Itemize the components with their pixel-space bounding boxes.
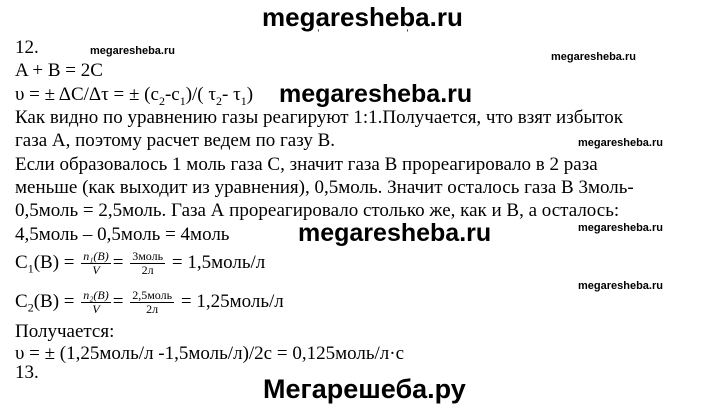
rate-formula: υ = ± ΔC/Δτ = ± $(c_2-c_1)/$( $\tau_2-$ $\tau_1$): [15, 84, 254, 108]
paragraph-2-line-2: меньше (как выходит из уравнения), 0,5моль. Значит осталось газа В 3моль-: [15, 177, 634, 198]
result-intro: Получается:: [15, 321, 115, 342]
watermark-small: megaresheba.ru: [578, 222, 663, 234]
paragraph-2-line-1: Если образовалось 1 моль газа С, значит газа В прореагировало в 2 раза: [15, 154, 598, 175]
paragraph-1-line-1: Как видно по уравнению газы реагируют 1:1.Получается, что взят избыток: [15, 107, 623, 128]
paragraph-2-line-4: 4,5моль – 0,5моль = 4моль: [15, 224, 230, 245]
footer-site-title: Мегарешеба.ру: [263, 374, 466, 404]
concentration-c1-formula: $C_1(B)$ = $\frac{\text{n₁(B)}}{V}$ = $\frac{\text{3моль}}{2л}$ = 1,5моль/л: [15, 249, 266, 277]
final-rate-formula: υ = ± (1,25моль/л -1,5моль/л)/2с = 0,125моль/л·с: [15, 343, 405, 364]
paragraph-1-line-2: газа А, поэтому расчет ведем по газу В.: [15, 130, 336, 151]
next-problem-number: 13.: [15, 362, 39, 383]
watermark-small: megaresheba.ru: [90, 45, 175, 57]
fraction: $\frac{\text{n₂(B)}}{V}$: [83, 288, 109, 316]
fraction: $\frac{\text{2,5моль}}{2л}$: [132, 288, 173, 316]
fraction: $\frac{\text{3моль}}{2л}$: [132, 249, 164, 277]
problem-number: 12.: [15, 37, 39, 58]
watermark-big: megaresheba.ru: [279, 80, 473, 108]
paragraph-2-line-3: 0,5моль = 2,5моль. Газа А прореагировало столько же, как и В, а осталось:: [15, 200, 620, 221]
concentration-c2-formula: $C_2(B)$ = $\frac{\text{n₂(B)}}{V}$ = $\frac{\text{2,5моль}}{2л}$ = 1,25моль/л: [15, 288, 284, 316]
fraction: $\frac{\text{n₁(B)}}{V}$: [83, 249, 109, 277]
header-site-title: megaresheba.ru: [262, 2, 463, 32]
reaction-equation: A + B = 2C: [15, 60, 103, 81]
header-dots: ˈ ˈ: [316, 28, 412, 43]
watermark-small: megaresheba.ru: [578, 280, 663, 292]
watermark-big: megaresheba.ru: [298, 219, 492, 247]
watermark-small: megaresheba.ru: [578, 137, 663, 149]
watermark-small: megaresheba.ru: [551, 51, 636, 63]
